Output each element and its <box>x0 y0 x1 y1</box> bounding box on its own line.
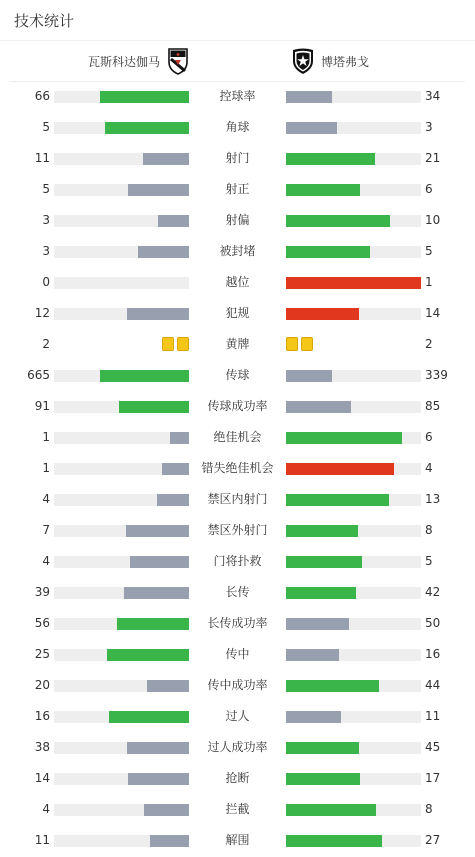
away-bar-track <box>286 91 421 103</box>
home-bar-track <box>54 432 189 444</box>
home-bar-track <box>54 277 189 289</box>
yellow-card-icon <box>162 337 174 351</box>
home-value: 5 <box>42 120 50 134</box>
away-bar <box>286 494 389 506</box>
stat-label: 门将扑救 <box>213 554 262 568</box>
home-value: 91 <box>34 399 50 413</box>
yellow-card-icon <box>301 337 313 351</box>
stat-label: 犯规 <box>225 306 250 320</box>
stat-label: 射偏 <box>225 213 250 227</box>
home-bar <box>107 649 189 661</box>
stat-row <box>0 825 475 856</box>
stat-row <box>0 732 475 763</box>
stat-row <box>0 546 475 577</box>
away-bar-track <box>286 494 421 506</box>
stat-row <box>0 143 475 174</box>
away-value: 6 <box>425 430 433 444</box>
away-team[interactable] <box>291 46 369 76</box>
stat-row <box>0 298 475 329</box>
away-value: 50 <box>425 616 441 630</box>
away-value: 5 <box>425 244 433 258</box>
away-bar-track <box>286 122 421 134</box>
home-value: 4 <box>42 802 50 816</box>
home-bar-track <box>54 153 189 165</box>
away-value: 44 <box>425 678 441 692</box>
away-bar <box>286 463 394 475</box>
away-bar-track <box>286 215 421 227</box>
stat-label: 禁区内射门 <box>207 492 268 506</box>
stat-row <box>0 484 475 515</box>
away-bar <box>286 91 332 103</box>
home-bar <box>130 556 189 568</box>
home-bar-track <box>54 618 189 630</box>
stat-label: 错失绝佳机会 <box>201 461 274 475</box>
away-value: 34 <box>425 89 441 103</box>
away-value: 27 <box>425 833 441 847</box>
home-value: 56 <box>34 616 50 630</box>
home-bar <box>100 91 189 103</box>
home-value: 39 <box>34 585 50 599</box>
stat-label: 解围 <box>225 833 250 847</box>
yellow-card-icon <box>286 337 298 351</box>
away-value: 42 <box>425 585 441 599</box>
away-value: 13 <box>425 492 441 506</box>
home-bar-track <box>54 91 189 103</box>
home-bar <box>105 122 189 134</box>
away-bar <box>286 649 339 661</box>
stat-row <box>0 205 475 236</box>
away-value: 45 <box>425 740 441 754</box>
away-value: 1 <box>425 275 433 289</box>
away-bar-track <box>286 277 421 289</box>
away-value: 85 <box>425 399 441 413</box>
home-value: 16 <box>34 709 50 723</box>
away-bar-track <box>286 525 421 537</box>
away-bar-track <box>286 711 421 723</box>
away-bar <box>286 711 341 723</box>
stat-label: 传中 <box>225 647 250 661</box>
home-bar-track <box>54 587 189 599</box>
away-bar-track <box>286 401 421 413</box>
away-value: 4 <box>425 461 433 475</box>
home-value: 4 <box>42 554 50 568</box>
home-bar <box>127 308 189 320</box>
home-bar-track <box>54 494 189 506</box>
away-bar <box>286 742 359 754</box>
away-team-name: 博塔弗戈 <box>321 54 370 69</box>
home-yellow-cards <box>162 337 189 351</box>
stat-label: 射门 <box>225 151 250 165</box>
away-bar <box>286 277 421 289</box>
stat-row <box>0 701 475 732</box>
stat-label: 角球 <box>225 120 250 134</box>
stat-row <box>0 391 475 422</box>
stat-row <box>0 453 475 484</box>
away-bar <box>286 401 351 413</box>
home-bar <box>128 184 189 196</box>
away-bar <box>286 618 349 630</box>
home-bar-track <box>54 308 189 320</box>
away-value: 8 <box>425 802 433 816</box>
home-bar-track <box>54 215 189 227</box>
away-bar-track <box>286 556 421 568</box>
home-bar <box>128 773 189 785</box>
home-value: 11 <box>34 833 50 847</box>
away-value: 2 <box>425 337 433 351</box>
home-value: 3 <box>42 244 50 258</box>
stat-label: 过人成功率 <box>207 740 268 754</box>
stat-label: 长传成功率 <box>207 616 268 630</box>
away-value: 5 <box>425 554 433 568</box>
away-bar <box>286 184 360 196</box>
home-bar-track <box>54 835 189 847</box>
away-yellow-cards <box>286 337 313 351</box>
vasco-crest-icon <box>166 47 190 75</box>
home-bar <box>170 432 189 444</box>
home-value: 7 <box>42 523 50 537</box>
away-bar-track <box>286 680 421 692</box>
home-bar <box>143 153 189 165</box>
home-bar <box>138 246 189 258</box>
away-bar-track <box>286 587 421 599</box>
stat-row <box>0 81 475 112</box>
botafogo-crest-icon <box>291 47 315 75</box>
home-bar-track <box>54 463 189 475</box>
stat-row <box>0 670 475 701</box>
home-bar <box>109 711 189 723</box>
stat-row <box>0 422 475 453</box>
away-bar <box>286 773 360 785</box>
away-bar-track <box>286 773 421 785</box>
home-bar <box>100 370 189 382</box>
home-value: 14 <box>34 771 50 785</box>
stat-label: 控球率 <box>219 89 256 103</box>
away-value: 14 <box>425 306 441 320</box>
away-bar-track <box>286 649 421 661</box>
away-bar <box>286 587 356 599</box>
home-bar-track <box>54 401 189 413</box>
home-bar-track <box>54 184 189 196</box>
home-value: 665 <box>27 368 50 382</box>
stat-label: 长传 <box>225 585 250 599</box>
home-value: 66 <box>34 89 50 103</box>
stat-row <box>0 236 475 267</box>
away-value: 11 <box>425 709 441 723</box>
page-title: 技术统计 <box>14 12 75 30</box>
divider <box>0 40 475 41</box>
away-value: 21 <box>425 151 441 165</box>
away-bar <box>286 432 402 444</box>
home-bar-track <box>54 804 189 816</box>
home-bar-track <box>54 370 189 382</box>
away-value: 8 <box>425 523 433 537</box>
stat-label: 黄牌 <box>225 337 250 351</box>
stat-row <box>0 329 475 360</box>
home-bar-track <box>54 773 189 785</box>
home-value: 11 <box>34 151 50 165</box>
stat-label: 射正 <box>225 182 250 196</box>
stat-row <box>0 267 475 298</box>
home-value: 3 <box>42 213 50 227</box>
away-bar <box>286 804 376 816</box>
stat-label: 过人 <box>225 709 250 723</box>
stat-label: 传球成功率 <box>207 399 268 413</box>
home-bar <box>124 587 189 599</box>
away-bar-track <box>286 246 421 258</box>
home-bar-track <box>54 246 189 258</box>
home-value: 5 <box>42 182 50 196</box>
stat-label: 传球 <box>225 368 250 382</box>
stat-row <box>0 112 475 143</box>
home-bar-track <box>54 742 189 754</box>
away-value: 10 <box>425 213 441 227</box>
away-bar <box>286 835 382 847</box>
stat-label: 越位 <box>225 275 250 289</box>
away-value: 339 <box>425 368 448 382</box>
away-value: 16 <box>425 647 441 661</box>
home-bar <box>117 618 189 630</box>
away-bar <box>286 308 359 320</box>
home-team-name: 瓦斯科达伽马 <box>87 54 160 69</box>
away-bar-track <box>286 370 421 382</box>
stat-label: 绝佳机会 <box>213 430 262 444</box>
away-bar <box>286 122 337 134</box>
home-bar <box>126 525 189 537</box>
stat-row <box>0 608 475 639</box>
away-bar <box>286 215 390 227</box>
home-bar <box>158 215 189 227</box>
home-value: 1 <box>42 430 50 444</box>
away-bar-track <box>286 835 421 847</box>
home-value: 2 <box>42 337 50 351</box>
away-bar <box>286 556 362 568</box>
home-value: 0 <box>42 275 50 289</box>
stat-row <box>0 174 475 205</box>
home-bar <box>147 680 189 692</box>
stat-row <box>0 794 475 825</box>
stat-row <box>0 577 475 608</box>
home-bar <box>150 835 189 847</box>
away-bar-track <box>286 308 421 320</box>
home-bar <box>157 494 189 506</box>
stat-row <box>0 763 475 794</box>
away-bar-track <box>286 153 421 165</box>
home-team[interactable] <box>88 46 190 76</box>
stat-label: 被封堵 <box>219 244 256 258</box>
home-bar <box>127 742 189 754</box>
home-bar <box>144 804 189 816</box>
away-bar-track <box>286 184 421 196</box>
away-bar <box>286 153 375 165</box>
away-value: 6 <box>425 182 433 196</box>
yellow-card-icon <box>177 337 189 351</box>
away-bar-track <box>286 432 421 444</box>
home-bar-track <box>54 680 189 692</box>
stat-label: 传中成功率 <box>207 678 268 692</box>
home-value: 4 <box>42 492 50 506</box>
home-value: 12 <box>34 306 50 320</box>
away-bar <box>286 680 379 692</box>
away-bar-track <box>286 463 421 475</box>
home-bar-track <box>54 556 189 568</box>
home-bar-track <box>54 649 189 661</box>
away-bar <box>286 525 358 537</box>
away-bar <box>286 246 370 258</box>
away-bar-track <box>286 618 421 630</box>
home-value: 38 <box>34 740 50 754</box>
stat-label: 拦截 <box>225 802 250 816</box>
away-bar <box>286 370 332 382</box>
stat-row <box>0 639 475 670</box>
away-value: 17 <box>425 771 441 785</box>
stat-row <box>0 360 475 391</box>
away-bar-track <box>286 742 421 754</box>
home-bar <box>162 463 189 475</box>
away-value: 3 <box>425 120 433 134</box>
home-value: 25 <box>34 647 50 661</box>
stat-label: 抢断 <box>225 771 250 785</box>
away-bar-track <box>286 804 421 816</box>
home-bar <box>119 401 189 413</box>
home-value: 20 <box>34 678 50 692</box>
home-bar-track <box>54 122 189 134</box>
home-bar-track <box>54 525 189 537</box>
stat-row <box>0 515 475 546</box>
home-value: 1 <box>42 461 50 475</box>
teams-header <box>0 46 475 76</box>
home-bar-track <box>54 711 189 723</box>
stat-label: 禁区外射门 <box>207 523 268 537</box>
